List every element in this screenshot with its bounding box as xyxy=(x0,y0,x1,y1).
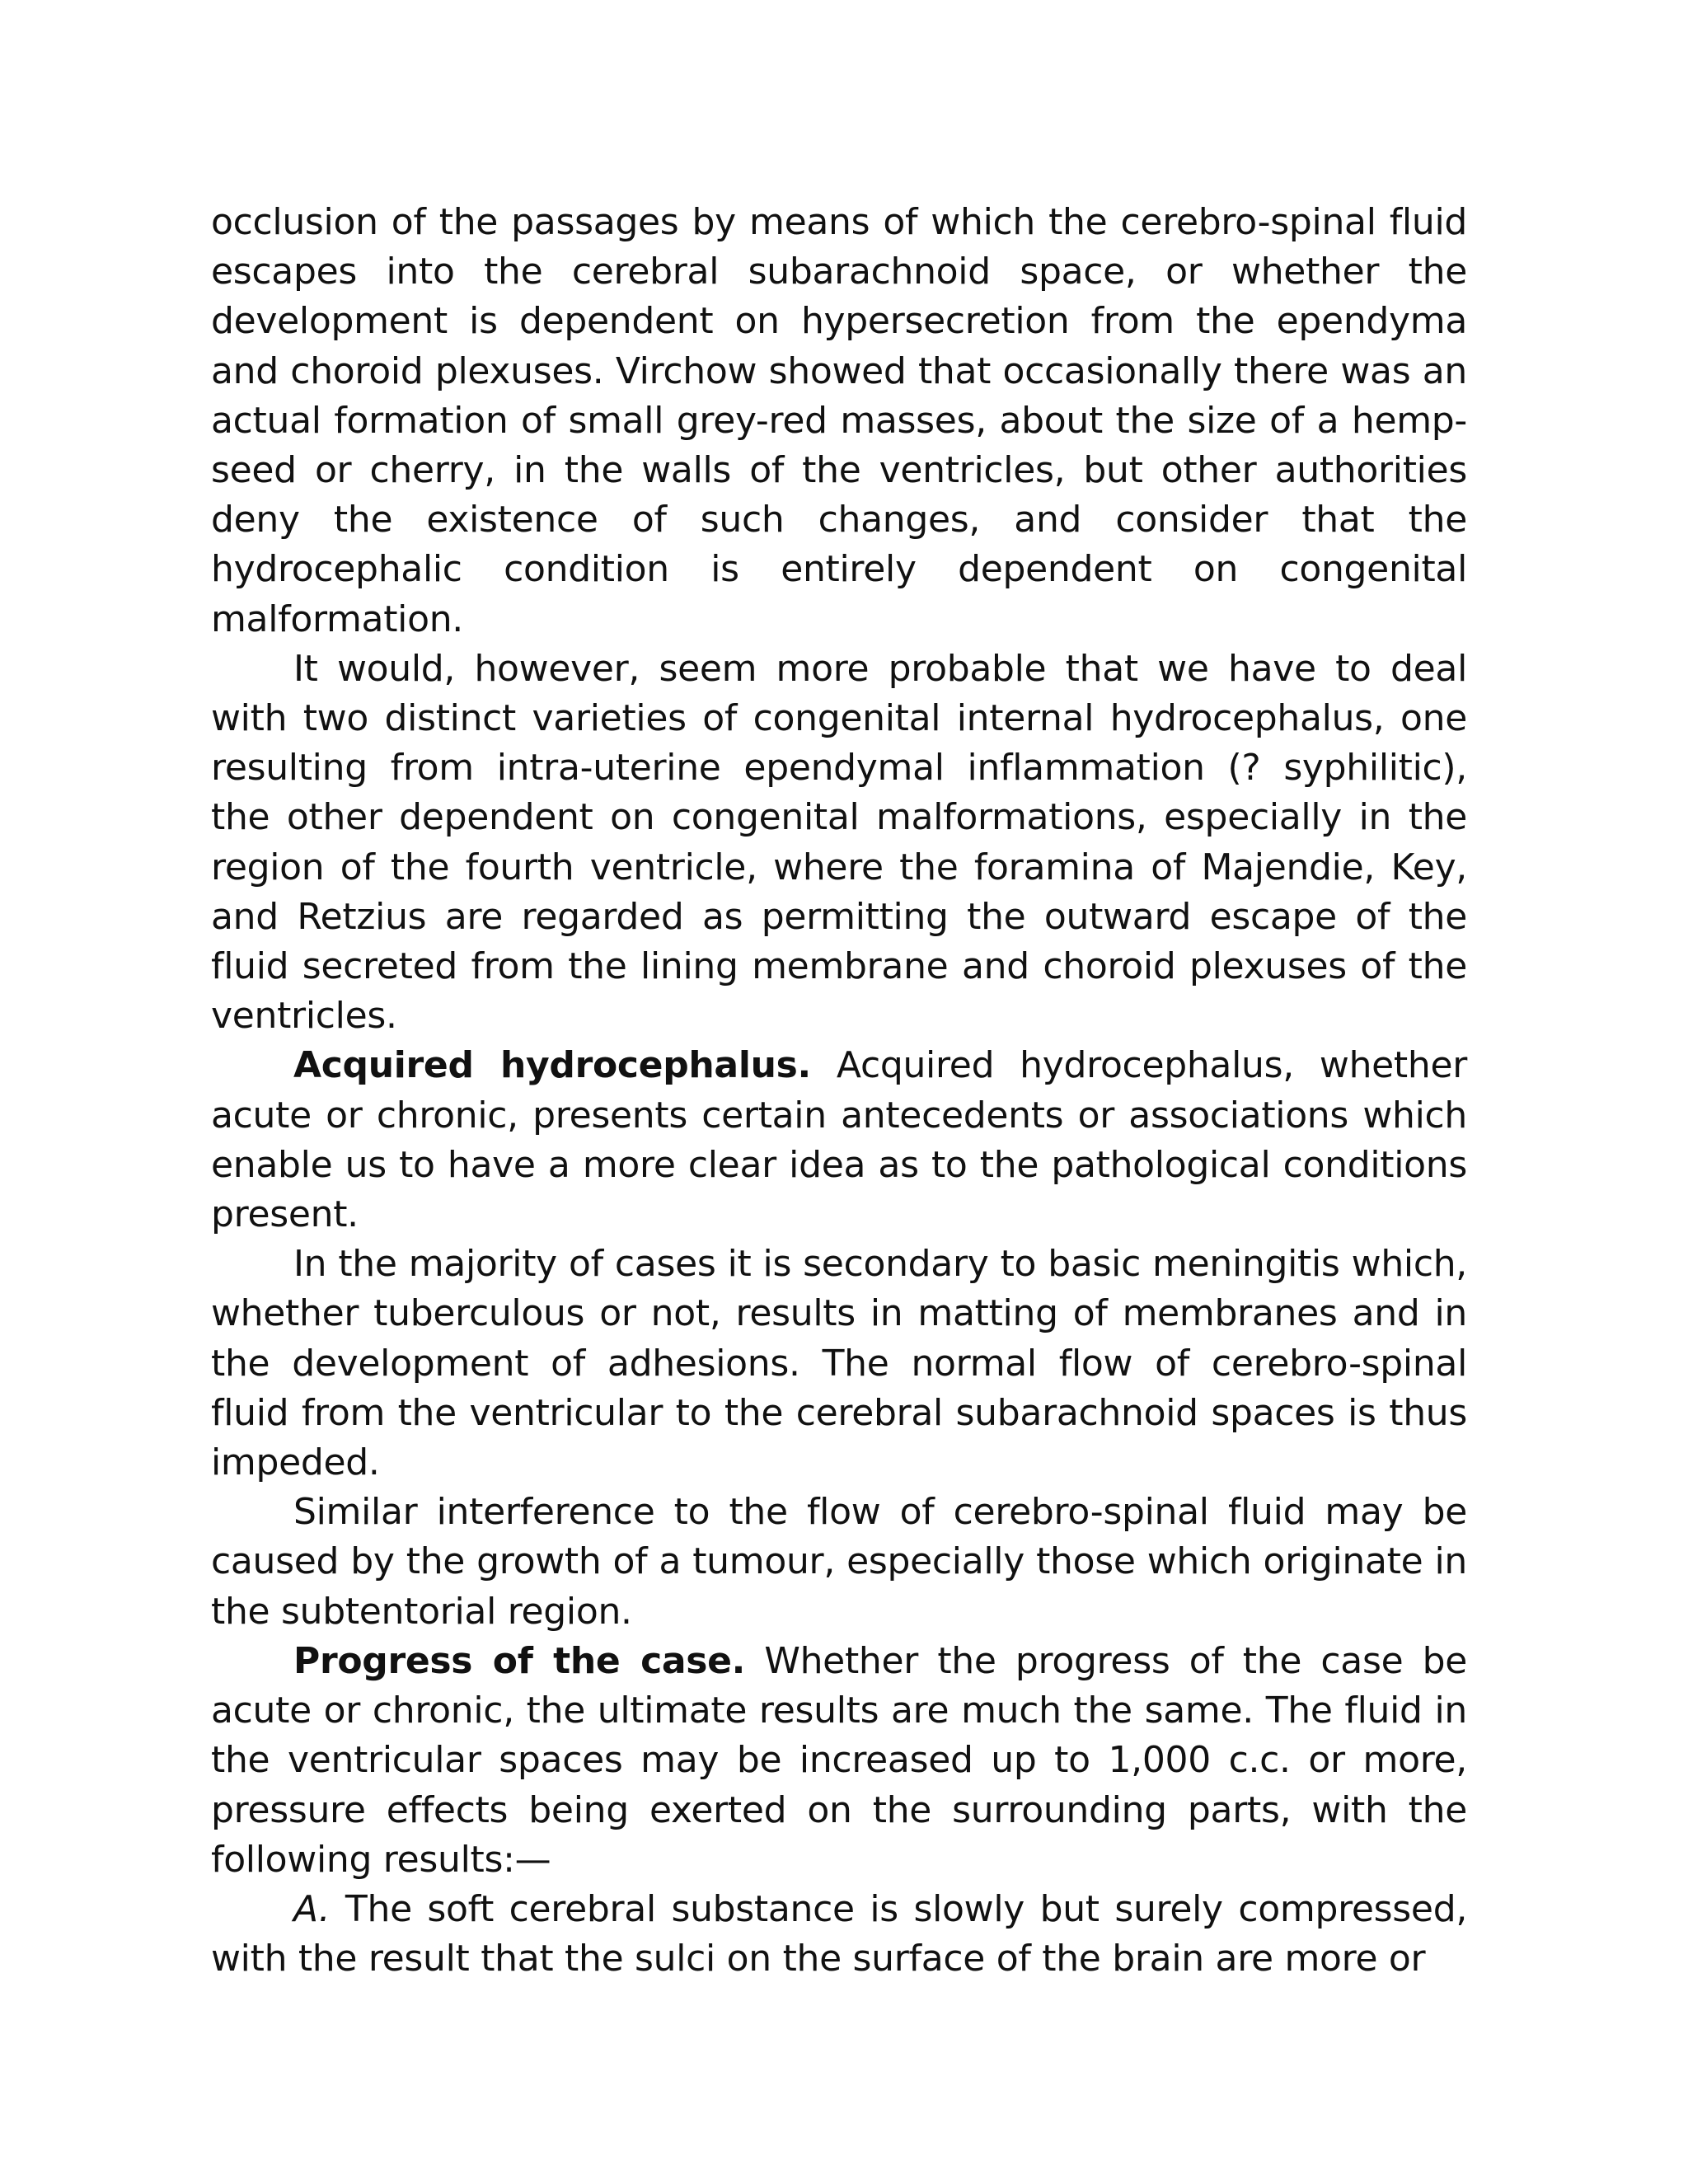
paragraph-acquired-hydrocephalus xyxy=(211,1041,1467,1240)
paragraph-4 xyxy=(211,1240,1467,1488)
paragraph-3-text: Acquired hydrocephalus, whether acute or chronic, presents certain antecedents or associations which enable us to have a more clear idea as to the pathological conditions present. xyxy=(211,1044,1468,1236)
paragraph-1-text: occlusion of the passages by means of which the cerebro-spinal fluid escapes into the cerebral subarachnoid space, or whether the development is dependent on hypersecretion from the ependyma and choroid plexuses. Virchow showed that occasionally there was an actual formation of small grey-red masses, about the size of a hemp-seed or cherry, in the walls of the ventricles, but other authorities deny the existence of such changes, and consider that the hydrocephalic condition is entirely dependent on congenital malformation. xyxy=(211,201,1467,640)
paragraph-2 xyxy=(211,644,1467,1042)
paragraph-5-text: Similar interference to the flow of cerebro-spinal fluid may be caused by the growth of a tumour, especially those which originate in the subtentorial region. xyxy=(211,1491,1467,1633)
paragraph-7 xyxy=(211,1885,1467,1984)
body-text xyxy=(211,198,1467,1984)
list-marker-a: A. xyxy=(293,1887,331,1930)
paragraph-6-text: Whether the progress of the case be acute or chronic, the ultimate results are much the same. The fluid in the ventricular spaces may be increased up to 1,000 c.c. or more, pressure effects being exerted on the surrounding parts, with the following results:— xyxy=(211,1639,1468,1881)
paragraph-1 xyxy=(211,198,1467,644)
section-heading-progress-of-case: Progress of the case. xyxy=(293,1639,746,1682)
paragraph-5 xyxy=(211,1488,1467,1637)
paragraph-progress-of-case xyxy=(211,1637,1467,1885)
paragraph-2-text: It would, however, seem more probable that we have to deal with two distinct varieties of congenital internal hydrocephalus, one resulting from intra-uterine ependymal inflammation (? syphilitic), the other dependent on congenital malformations, especially in the region of the fourth ventricle, where the foramina of Majendie, Key, and Retzius are regarded as permitting the outward escape of the fluid secreted from the lining membrane and choroid plexuses of the ventricles. xyxy=(211,647,1467,1038)
paragraph-7-text: The soft cerebral substance is slowly but surely compressed, with the result that the sulci on the surface of the brain are more or xyxy=(211,1887,1468,1980)
paragraph-4-text: In the majority of cases it is secondary to basic meningitis which, whether tuberculous or not, results in matting of membranes and in the development of adhesions. The normal flow of cerebro-spinal fluid from the ventricular to the cerebral subarachnoid spaces is thus impeded. xyxy=(211,1243,1467,1484)
section-heading-acquired-hydrocephalus: Acquired hydrocephalus. xyxy=(293,1044,811,1087)
